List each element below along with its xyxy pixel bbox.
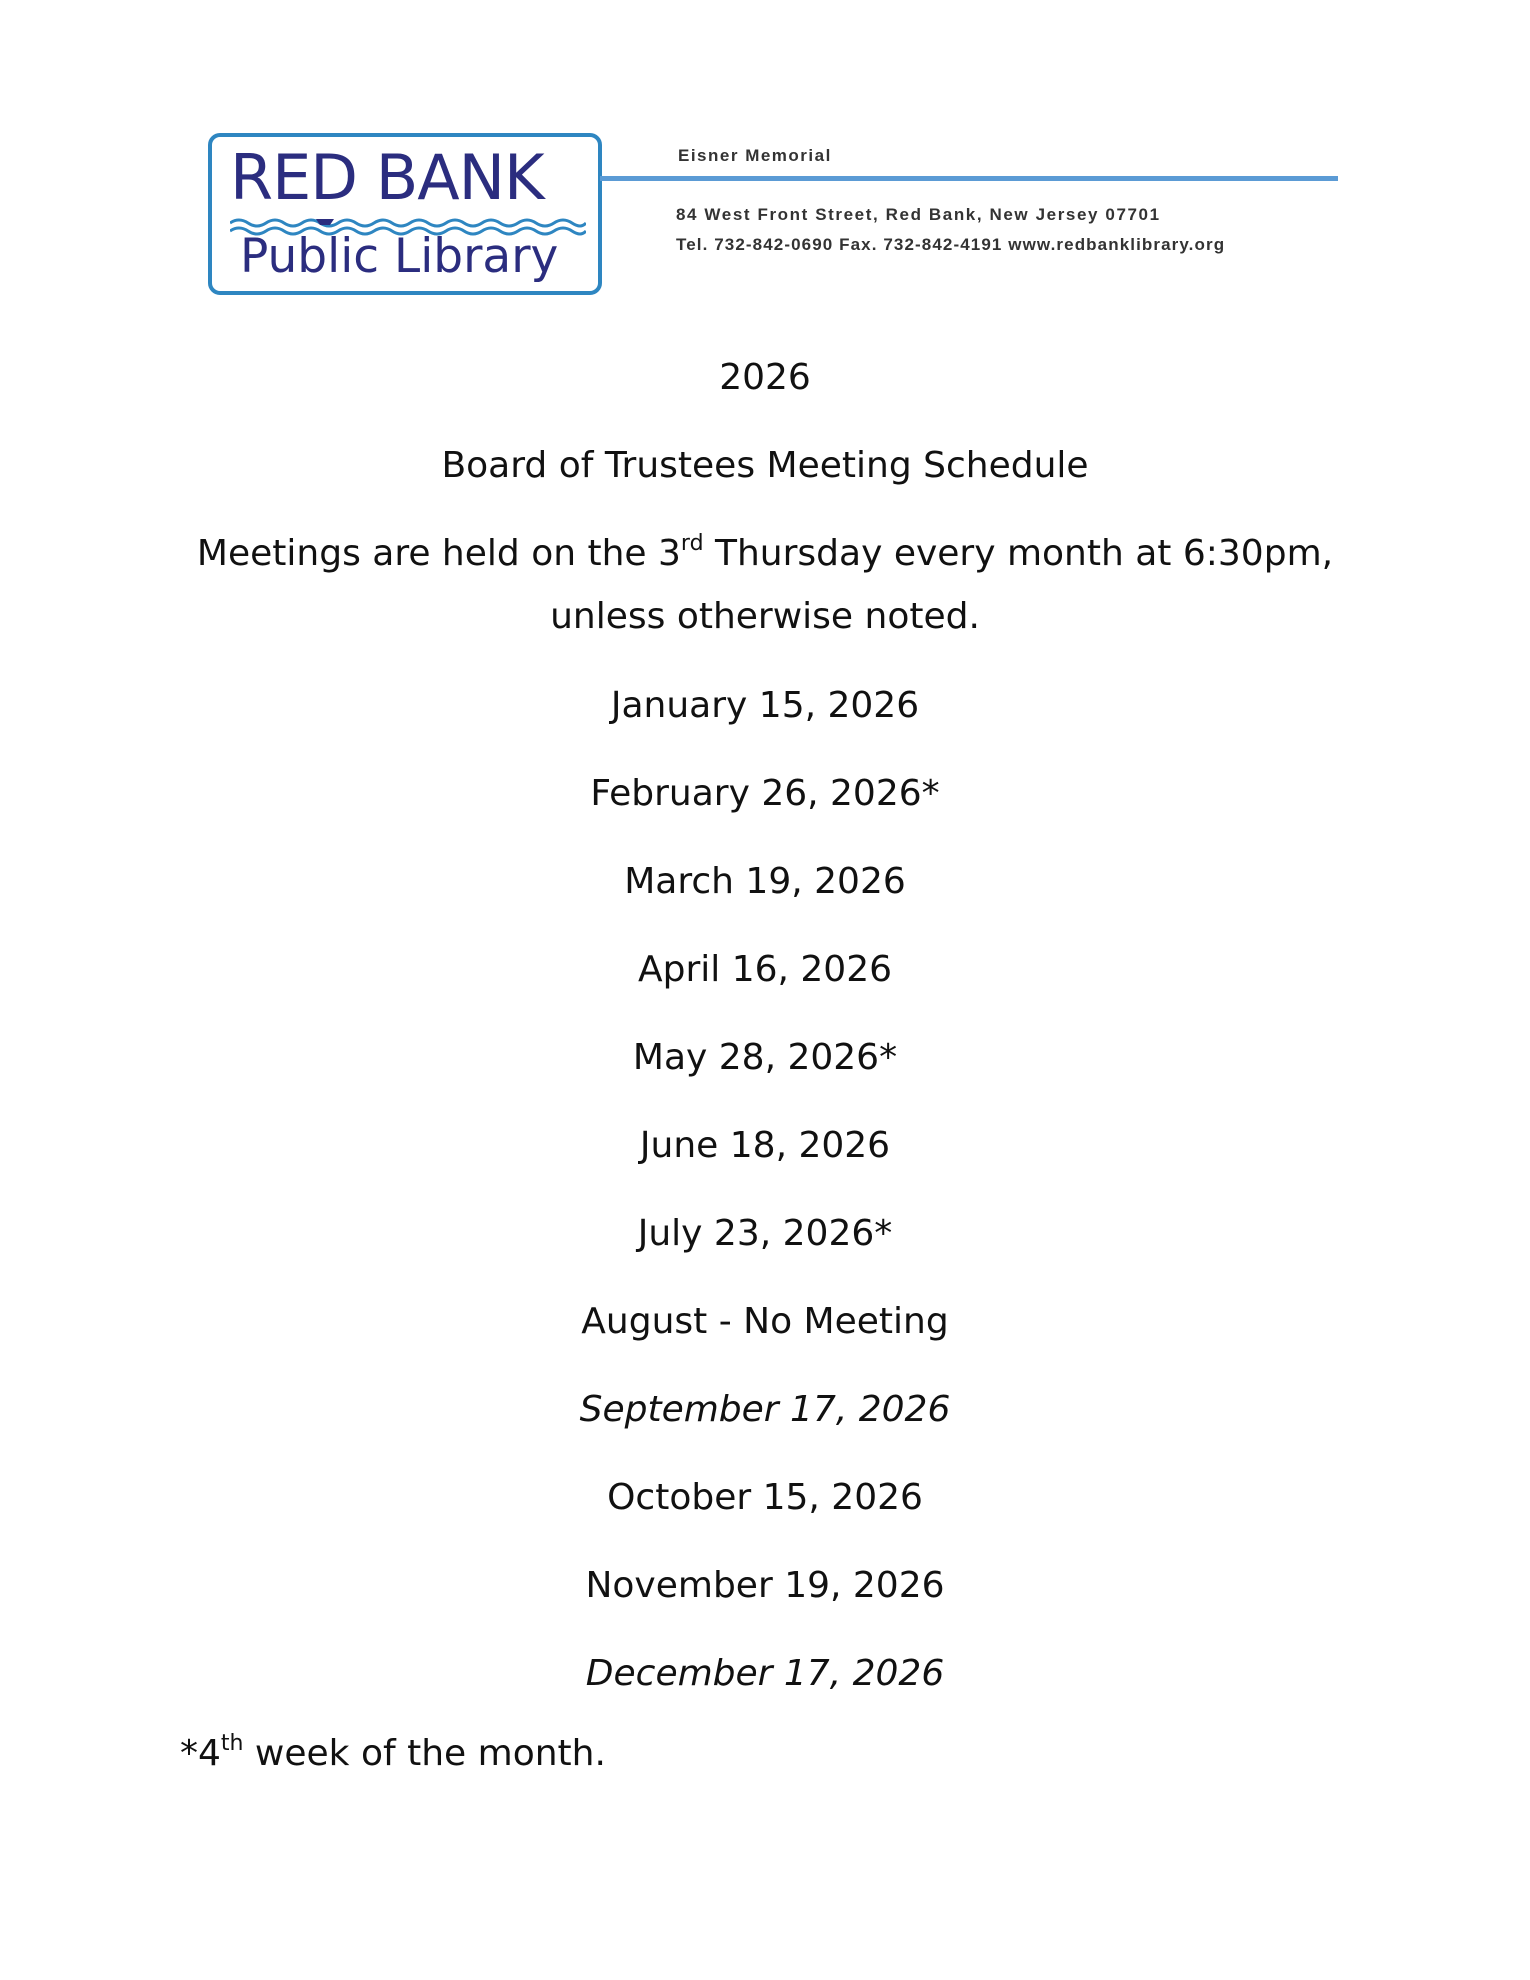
memorial-label: Eisner Memorial [678, 146, 832, 165]
meeting-date: December 17, 2026 [585, 1653, 945, 1694]
meeting-date: September 17, 2026 [579, 1389, 951, 1430]
intro-prefix: Meetings are held on the 3 [196, 533, 681, 574]
meeting-date: July 23, 2026* [637, 1213, 893, 1254]
library-address: 84 West Front Street, Red Bank, New Jersey 07701 [676, 205, 1161, 224]
meeting-date: May 28, 2026* [632, 1037, 898, 1078]
footnote-suffix: week of the month. [243, 1733, 606, 1774]
meeting-date: November 19, 2026 [585, 1565, 945, 1606]
meeting-date: January 15, 2026 [610, 685, 920, 726]
library-contact: Tel. 732-842-0690 Fax. 732-842-4191 www.redbanklibrary.org [676, 235, 1226, 254]
schedule-intro-line1 [0, 531, 1530, 574]
schedule-intro-line2: unless otherwise noted. [550, 596, 980, 637]
logo-subtitle: Public Library [240, 229, 559, 284]
meeting-date: April 16, 2026 [637, 949, 893, 990]
meeting-date: March 19, 2026 [624, 861, 906, 902]
footnote [180, 1731, 606, 1774]
logo-title: RED BANK [230, 141, 544, 214]
meeting-date: February 26, 2026* [590, 773, 940, 814]
meeting-date: August - No Meeting [581, 1301, 949, 1342]
footnote-prefix: *4 [180, 1733, 221, 1774]
library-logo [208, 133, 602, 295]
schedule-title: Board of Trustees Meeting Schedule [441, 445, 1089, 486]
footnote-ordinal: th [220, 1731, 244, 1756]
intro-ordinal: rd [680, 531, 704, 556]
intro-suffix: Thursday every month at 6:30pm, [703, 533, 1334, 574]
meeting-date: June 18, 2026 [639, 1125, 891, 1166]
schedule-year: 2026 [719, 357, 811, 398]
header-divider [600, 176, 1338, 181]
meeting-date: October 15, 2026 [607, 1477, 923, 1518]
